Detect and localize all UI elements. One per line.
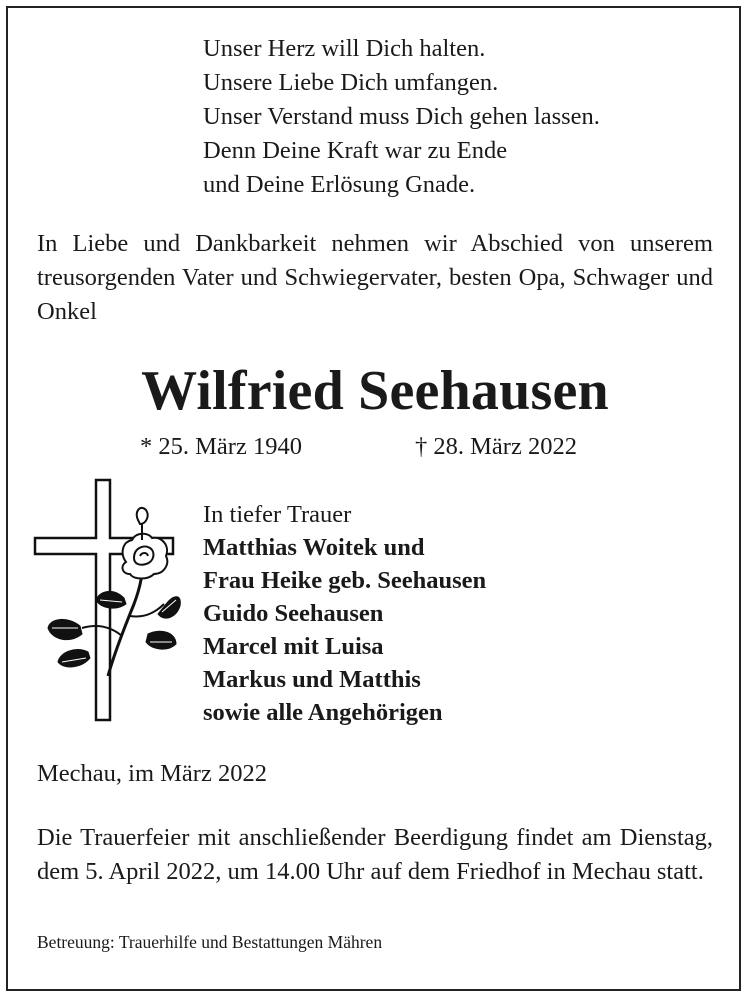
mourner-name: Frau Heike geb. Seehausen: [203, 567, 487, 594]
poem-line: Denn Deine Kraft war zu Ende: [203, 137, 508, 164]
farewell-text: In Liebe und Dankbarkeit nehmen wir Abschied von unserem treusorgenden Vater und Schwiegervater, besten Opa, Schwager und Onkel: [37, 230, 713, 325]
mourners-intro: In tiefer Trauer: [203, 501, 352, 528]
poem: [203, 32, 600, 202]
poem-line: und Deine Erlösung Gnade.: [203, 171, 476, 198]
cross-with-rose-icon: [30, 476, 185, 726]
place-date: Mechau, im März 2022: [37, 760, 267, 787]
poem-line: Unser Herz will Dich halten.: [203, 35, 486, 62]
death-date: † 28. März 2022: [415, 433, 577, 460]
mourner-name: Matthias Woitek und: [203, 534, 425, 561]
funeral-home-credit: Betreuung: Trauerhilfe und Bestattungen Mähren: [37, 932, 383, 952]
poem-line: Unsere Liebe Dich umfangen.: [203, 69, 499, 96]
deceased-name: Wilfried Seehausen: [141, 360, 609, 422]
poem-line: Unser Verstand muss Dich gehen lassen.: [203, 103, 600, 130]
mourner-name: sowie alle Angehörigen: [203, 699, 443, 726]
mourner-name: Markus und Matthis: [203, 666, 421, 693]
mourners-list: [203, 498, 486, 729]
funeral-info: Die Trauerfeier mit anschließender Beerdigung findet am Dienstag, dem 5. April 2022, um 14.00 Uhr auf dem Friedhof in Mechau statt.: [37, 824, 713, 885]
birth-date: * 25. März 1940: [140, 433, 302, 460]
mourner-name: Guido Seehausen: [203, 600, 384, 627]
mourner-name: Marcel mit Luisa: [203, 633, 384, 660]
